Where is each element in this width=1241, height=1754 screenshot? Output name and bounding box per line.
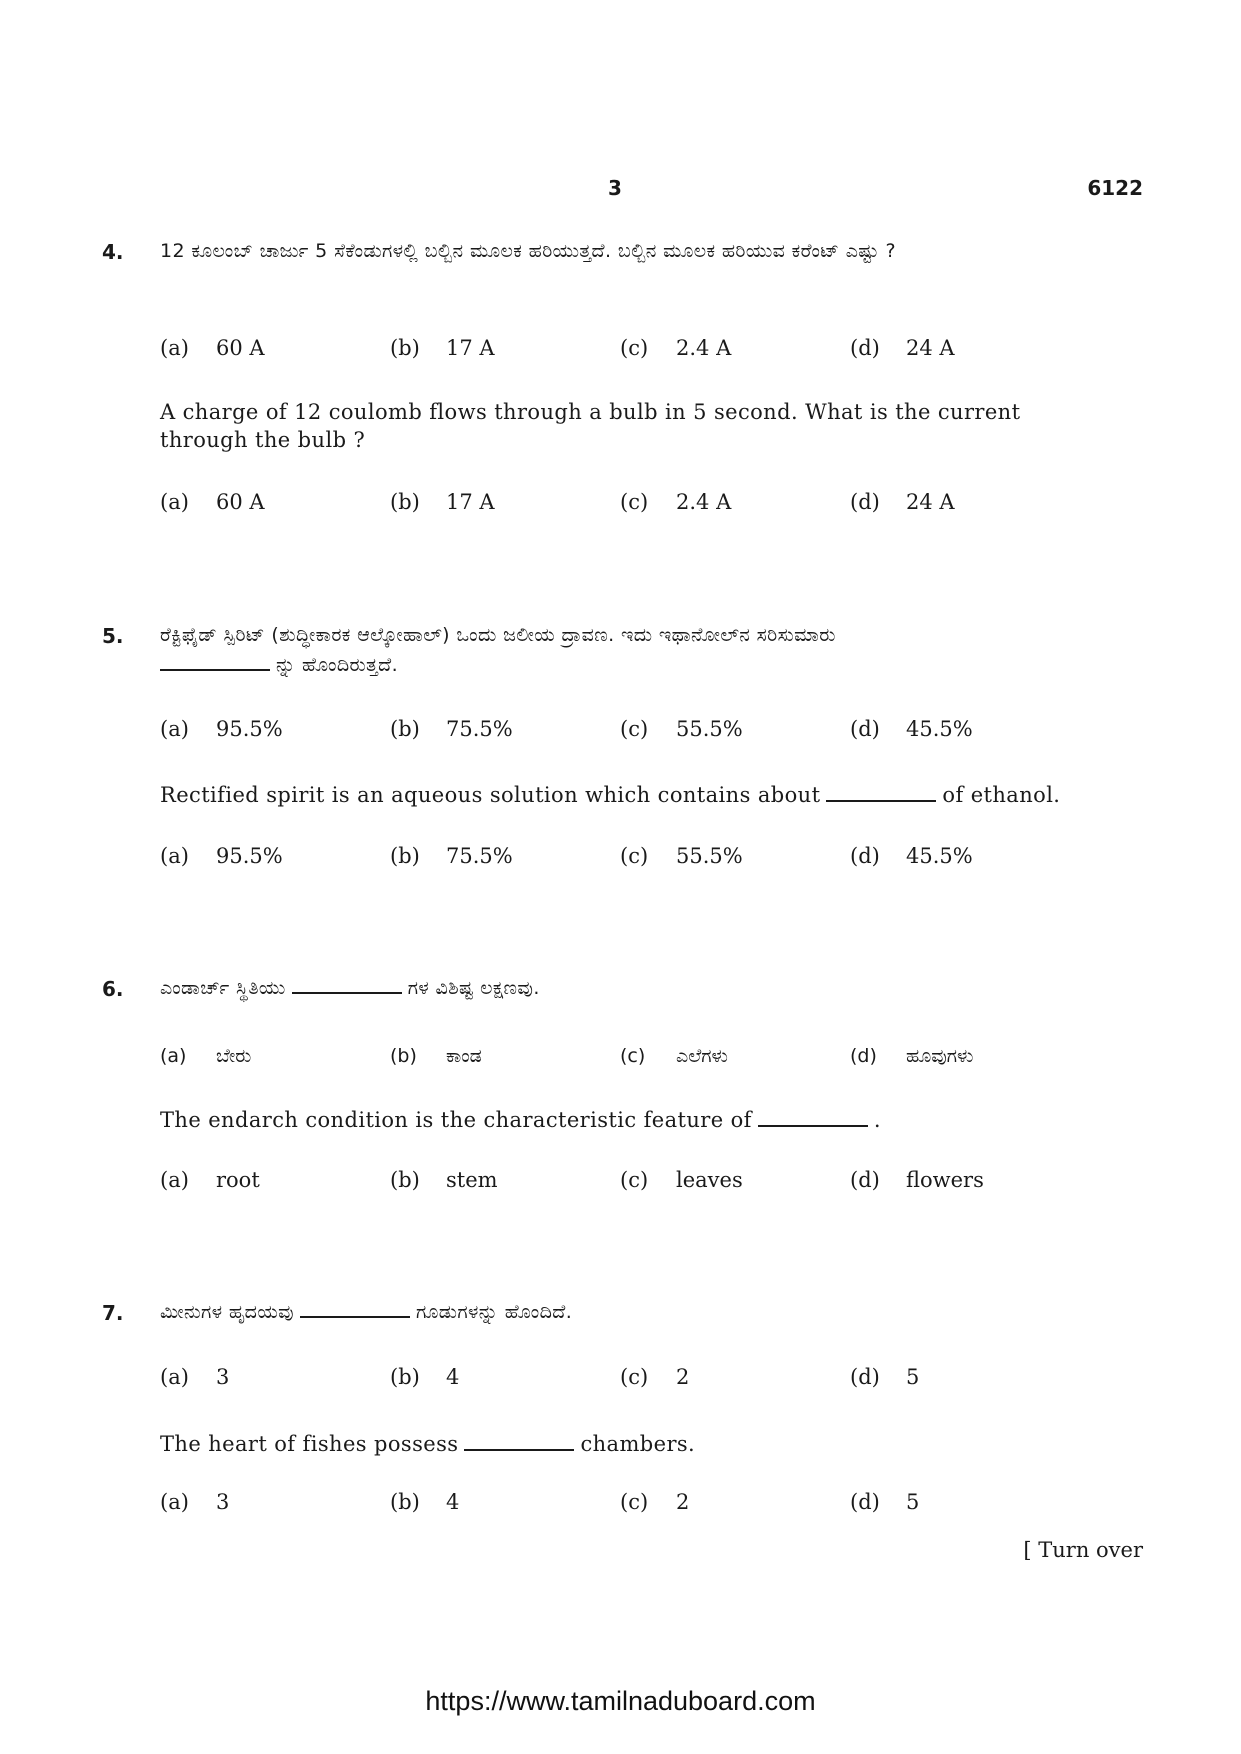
option-d: (d) 24 A <box>850 490 955 514</box>
options-row-english <box>160 1490 1060 1520</box>
option-c: (c) 55.5% <box>620 844 743 868</box>
question-text-english: A charge of 12 coulomb flows through a bulb in 5 second. What is the current through the bulb ? <box>160 400 1021 452</box>
option-a: (a) 60 A <box>160 336 265 360</box>
option-a: (a) 95.5% <box>160 844 283 868</box>
question-text-kannada: ರೆಕ್ಟಿಫೈಡ್ ಸ್ಪಿರಿಟ್ (ಶುದ್ಧೀಕಾರಕ ಆಲ್ಕೋಹಾಲ್) ಒಂದು ಜಲೀಯ ದ್ರಾವಣ. ಇದು ಇಥಾನೋಲ್‌ನ ಸರಿಸುಮಾರು ನ್ನು ಹೊಂದಿರುತ್ತದೆ. <box>160 624 836 676</box>
option-b: (b) 75.5% <box>390 717 513 741</box>
option-c: (c) 2.4 A <box>620 490 732 514</box>
option-b: (b) 4 <box>390 1365 460 1389</box>
question-number: 4. <box>102 240 124 264</box>
option-a: (a) root <box>160 1168 260 1192</box>
answer-blank <box>292 976 402 994</box>
question-text-english: The heart of fishes possess chambers. <box>160 1432 696 1456</box>
option-d: (d) 45.5% <box>850 717 973 741</box>
question-number: 7. <box>102 1301 124 1325</box>
options-row-kannada <box>160 1365 1060 1395</box>
question-text-kannada: 12 ಕೂಲಂಬ್ ಚಾರ್ಜು 5 ಸೆಕೆಂಡುಗಳಲ್ಲಿ ಬಲ್ಬಿನ ಮೂಲಕ ಹರಿಯುತ್ತದೆ. ಬಲ್ಬಿನ ಮೂಲಕ ಹರಿಯುವ ಕರೆಂಟ್ ಎಷ್ಟು ? <box>160 240 896 262</box>
answer-blank <box>160 653 270 671</box>
option-d: (d) flowers <box>850 1168 984 1192</box>
question-text-english: The endarch condition is the characteristic feature of . <box>160 1108 881 1132</box>
question-text-kannada: ಎಂಡಾರ್ಚ್ ಸ್ಥಿತಿಯು ಗಳ ವಿಶಿಷ್ಟ ಲಕ್ಷಣವು. <box>160 977 540 999</box>
option-d: (d) 5 <box>850 1365 920 1389</box>
option-c: (c) 2 <box>620 1365 690 1389</box>
option-a: (a) 95.5% <box>160 717 283 741</box>
option-d: (d) 24 A <box>850 336 955 360</box>
option-d: (d) ಹೂವುಗಳು <box>850 1045 974 1067</box>
question-text-kannada: ಮೀನುಗಳ ಹೃದಯವು ಗೂಡುಗಳನ್ನು ಹೊಂದಿದೆ. <box>160 1301 573 1323</box>
options-row-english <box>160 1168 1060 1198</box>
question-number: 6. <box>102 977 124 1001</box>
option-a: (a) 3 <box>160 1490 230 1514</box>
answer-blank <box>826 784 936 802</box>
option-b: (b) 17 A <box>390 336 495 360</box>
option-b: (b) stem <box>390 1168 498 1192</box>
option-a: (a) 3 <box>160 1365 230 1389</box>
question-number: 5. <box>102 624 124 648</box>
options-row-english <box>160 490 1060 520</box>
option-b: (b) 75.5% <box>390 844 513 868</box>
option-b: (b) 4 <box>390 1490 460 1514</box>
option-a: (a) ಬೇರು <box>160 1045 252 1067</box>
page-number: 3 <box>608 176 622 200</box>
turn-over-note: [ Turn over <box>1023 1538 1143 1562</box>
option-c: (c) 55.5% <box>620 717 743 741</box>
option-b: (b) 17 A <box>390 490 495 514</box>
option-a: (a) 60 A <box>160 490 265 514</box>
question-text-english: Rectified spirit is an aqueous solution which contains about of ethanol. <box>160 783 1061 807</box>
answer-blank <box>464 1433 574 1451</box>
footer-url[interactable]: https://www.tamilnaduboard.com <box>425 1686 816 1716</box>
options-row-kannada <box>160 717 1060 747</box>
option-c: (c) ಎಲೆಗಳು <box>620 1045 728 1067</box>
option-b: (b) ಕಾಂಡ <box>390 1045 482 1067</box>
option-c: (c) 2 <box>620 1490 690 1514</box>
option-d: (d) 5 <box>850 1490 920 1514</box>
option-d: (d) 45.5% <box>850 844 973 868</box>
paper-code: 6122 <box>1087 176 1143 200</box>
option-c: (c) 2.4 A <box>620 336 732 360</box>
answer-blank <box>300 1300 410 1318</box>
answer-blank <box>758 1109 868 1127</box>
options-row-kannada <box>160 336 1060 366</box>
options-row-kannada <box>160 1041 1060 1071</box>
option-c: (c) leaves <box>620 1168 743 1192</box>
options-row-english <box>160 844 1060 874</box>
